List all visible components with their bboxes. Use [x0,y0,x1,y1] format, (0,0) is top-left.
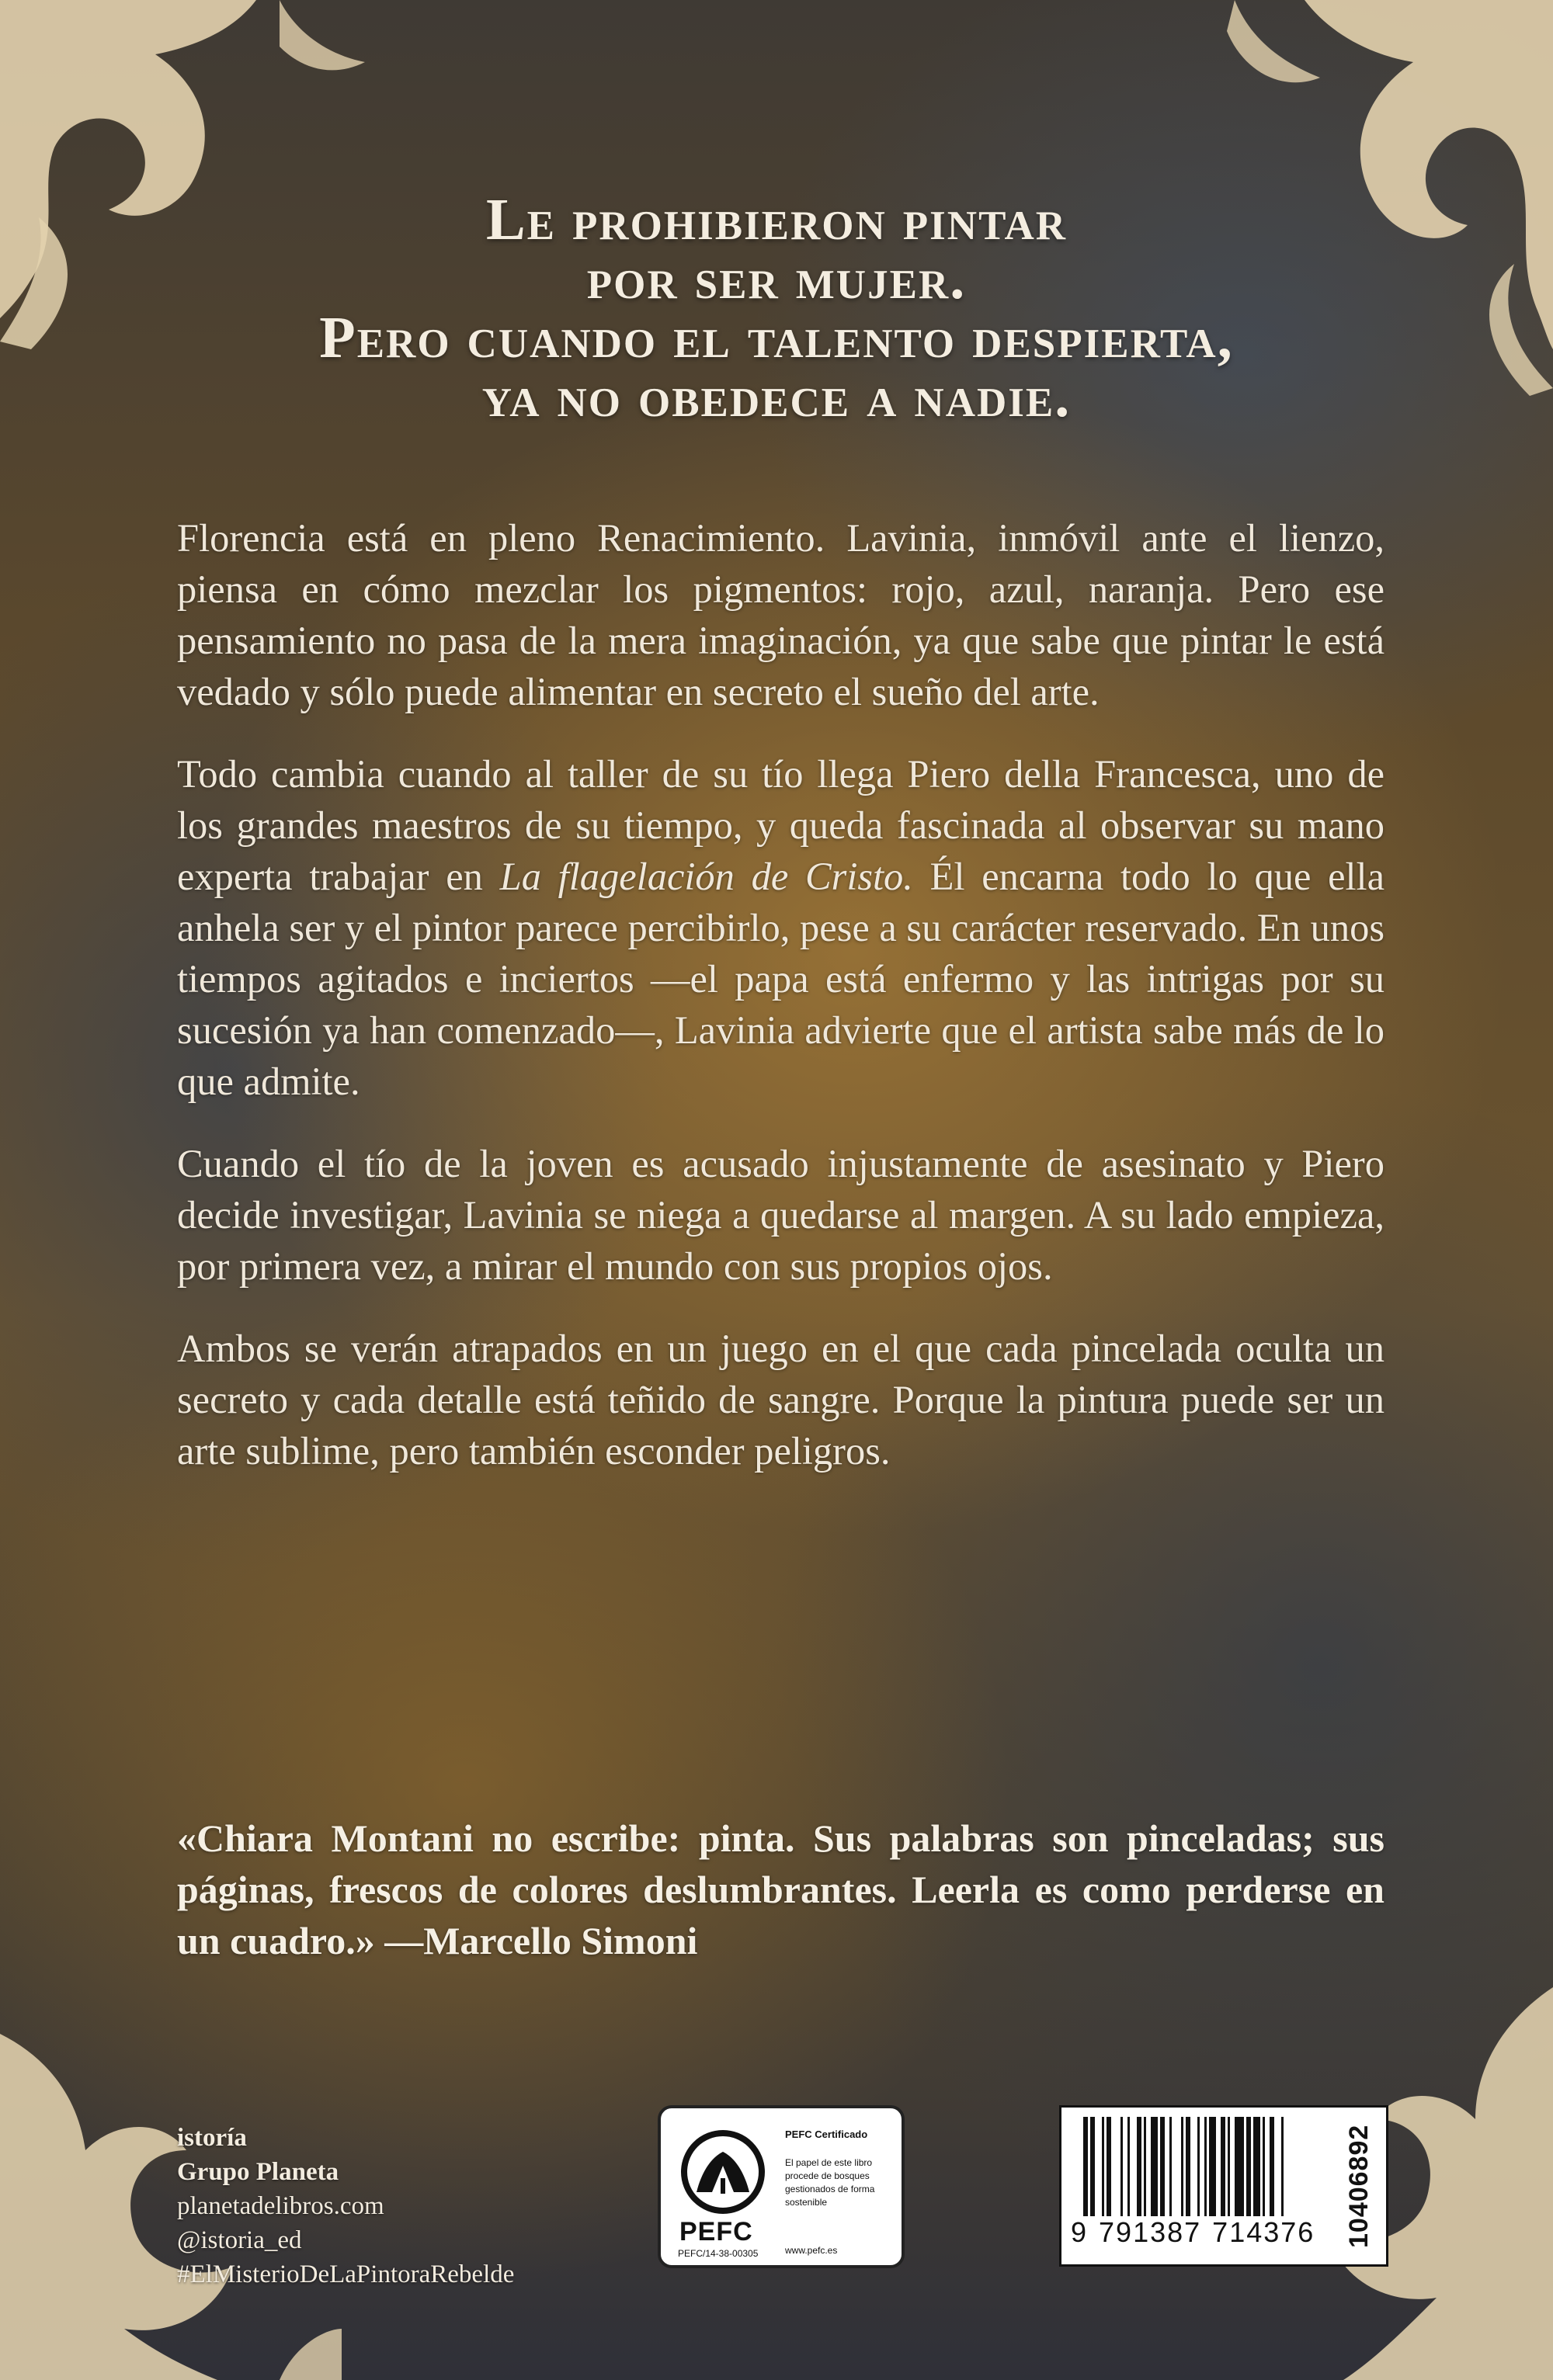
synopsis-paragraph [177,748,1384,1107]
barcode-bar [1137,2117,1141,2216]
barcode-bar [1151,2117,1158,2216]
synopsis-text: Él encarna todo lo que ella anhela ser y el pintor parece percibirlo, pese a su carácter reservado. En unos tiempos agitados e inciertos —el papa está enfermo y las intrigas por su sucesión ya han comenzado—, Lavinia advierte que el artista sabe más de lo que admite. [177,855,1385,1103]
publisher-credits [177,2121,514,2292]
synopsis [177,512,1384,1507]
barcode-bar [1169,2117,1172,2216]
barcode-digits [1071,2216,1335,2249]
barcode-bar [1107,2117,1111,2216]
synopsis-paragraph: Ambos se verán atrapados en un juego en el que cada pincelada oculta un secreto y cada detalle está teñido de sangre. Porque la pintura puede ser un arte sublime, pero también esconder peligros. [177,1327,1384,1473]
pefc-certification [658,2105,905,2268]
pefc-tree-icon [681,2130,765,2214]
barcode-bar [1120,2117,1123,2216]
review-quote: «Chiara Montani no escribe: pinta. Sus palabras son pinceladas; sus páginas, frescos de colores deslumbrantes. Leerla es como perderse en un cuadro.» —Marcello Simoni [177,1816,1384,1962]
barcode-bars [1083,2117,1332,2216]
pefc-url: www.pefc.es [785,2245,838,2256]
isbn-barcode [1059,2105,1388,2267]
barcode-bar [1102,2117,1104,2216]
painting-title: La flagelación de Cristo. [499,855,913,898]
barcode-bar [1204,2117,1207,2216]
barcode-bar [1221,2117,1225,2216]
barcode-bar [1270,2117,1274,2216]
hashtag: #ElMisterioDeLaPintoraRebelde [177,2260,515,2288]
barcode-digit-group: 714376 [1212,2216,1315,2248]
barcode-bar [1263,2117,1265,2216]
publisher-website: planetadelibros.com [177,2192,384,2220]
barcode-digit-group: 791387 [1099,2216,1202,2248]
barcode-bar [1228,2117,1230,2216]
pefc-certified-label: PEFC Certificado [785,2128,868,2140]
barcode-bar [1160,2117,1165,2216]
headline-line: Pero cuando el talento despierta, [319,305,1234,370]
pefc-code: PEFC/14-38-00305 [678,2248,759,2259]
synopsis-paragraph: Florencia está en pleno Renacimiento. Lavinia, inmóvil ante el lienzo, piensa en cómo mezclar los pigmentos: rojo, azul, naranja. Pero ese pensamiento no pasa de la mera imaginación, ya que sabe que pintar le está vedado y sólo puede alimentar en secreto el sueño del arte. [177,516,1384,713]
barcode-bar [1090,2117,1095,2216]
headline-line: por ser mujer. [586,246,967,311]
publisher-name: Grupo Planeta [177,2158,339,2186]
synopsis-paragraph: Cuando el tío de la joven es acusado injustamente de asesinato y Piero decide investigar, Lavinia se niega a quedarse al margen. A su lado empieza, por primera vez, a mirar el mundo con sus propios ojos. [177,1142,1384,1288]
barcode-bar [1197,2117,1200,2216]
barcode-bar [1235,2117,1244,2216]
headline [0,187,1553,429]
social-handle: @istoria_ed [177,2226,302,2254]
headline-line: ya no obedece a nadie. [481,364,1072,429]
barcode-bar [1246,2117,1251,2216]
barcode-bar [1253,2117,1260,2216]
imprint-name: istoría [177,2124,247,2152]
synopsis-text: Todo cambia cuando al taller de su tío llega Piero della Francesca, uno de los grandes maestros de su tiempo, y queda fascinada al observar su mano experta trabajar en [177,752,1384,898]
barcode-bar [1083,2117,1088,2216]
barcode-bar [1181,2117,1183,2216]
barcode-bar [1127,2117,1130,2216]
pefc-description: El papel de este libro procede de bosques gestionados de forma sostenible [785,2157,875,2208]
barcode-bar [1186,2117,1190,2216]
pefc-logo-text: PEFC [679,2217,753,2246]
headline-line: Le prohibieron pintar [485,187,1068,252]
barcode-bar [1144,2117,1146,2216]
barcode-side-code: 10406892 [1344,2124,1374,2248]
barcode-digit-group: 9 [1071,2216,1089,2248]
barcode-bar [1281,2117,1284,2216]
barcode-bar [1209,2117,1216,2216]
